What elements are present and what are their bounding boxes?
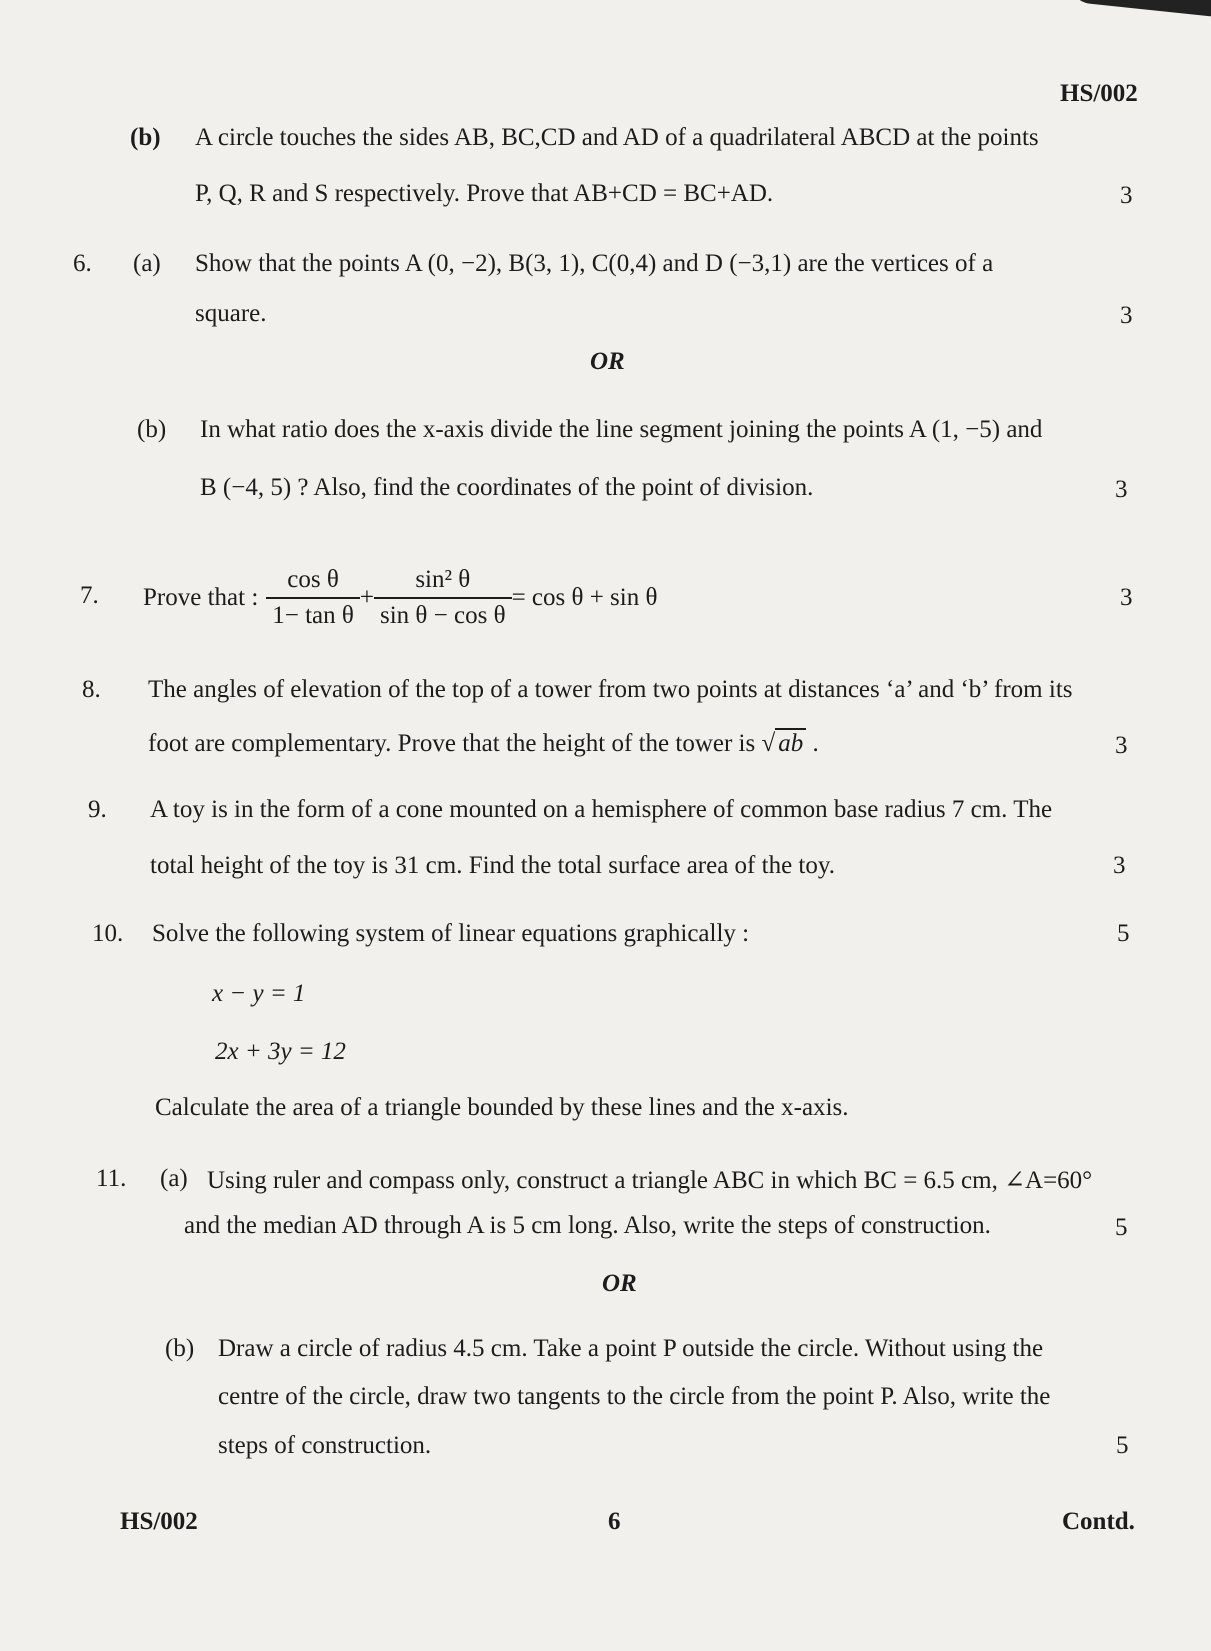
- q8-marks: 3: [1115, 732, 1128, 759]
- q6b-line2: B (−4, 5) ? Also, find the coordinates of the point of division.: [200, 474, 814, 501]
- q7-frac1-denominator: 1− tan θ: [272, 602, 354, 629]
- page-corner-shadow: [1069, 0, 1211, 18]
- q6-or: OR: [590, 348, 625, 375]
- q7-prefix: Prove that :: [143, 584, 259, 611]
- q11b-line2: centre of the circle, draw two tangents to the circle from the point P. Also, write the: [218, 1383, 1051, 1410]
- q7-equation: [143, 563, 657, 633]
- q7-frac2-denominator: sin θ − cos θ: [380, 602, 506, 629]
- q9-marks: 3: [1113, 852, 1126, 879]
- q8-number: 8.: [82, 676, 101, 703]
- q8-sqrt: [761, 730, 806, 758]
- q7-fraction-2: [374, 563, 512, 633]
- q7-number: 7.: [80, 582, 99, 609]
- q8-line2: [148, 730, 819, 758]
- q9-line1: A toy is in the form of a cone mounted on a hemisphere of common base radius 7 cm. The: [150, 796, 1053, 823]
- q11a-marks: 5: [1115, 1214, 1128, 1241]
- q10-equation-2: 2x + 3y = 12: [215, 1038, 346, 1065]
- q11a-label: (a): [160, 1165, 188, 1192]
- q9-line2: total height of the toy is 31 cm. Find the total surface area of the toy.: [150, 852, 835, 879]
- q11b-marks: 5: [1116, 1432, 1129, 1459]
- q9-number: 9.: [88, 796, 107, 823]
- footer-contd: Contd.: [1062, 1508, 1135, 1535]
- q11b-label: (b): [165, 1335, 195, 1362]
- q11a-line2: and the median AD through A is 5 cm long. Also, write the steps of construction.: [184, 1212, 991, 1239]
- header-code: HS/002: [1060, 80, 1138, 107]
- q5b-label: (b): [130, 124, 161, 151]
- q10-number: 10.: [92, 920, 124, 947]
- q6a-marks: 3: [1120, 302, 1133, 329]
- q8-line2-prefix: foot are complementary. Prove that the height of the tower is: [148, 730, 756, 757]
- q6b-line1: In what ratio does the x-axis divide the line segment joining the points A (1, −5) and: [200, 416, 1043, 443]
- q10-line1: Solve the following system of linear equations graphically :: [152, 920, 750, 947]
- q10-equation-1: x − y = 1: [212, 980, 306, 1007]
- q6a-line2: square.: [195, 300, 267, 327]
- footer-code: HS/002: [120, 1508, 198, 1535]
- q11a-line1: Using ruler and compass only, construct a triangle ABC in which BC = 6.5 cm, ∠A=60°: [207, 1167, 1093, 1194]
- q7-fraction-1: [266, 563, 360, 633]
- q7-frac1-numerator: cos θ: [266, 563, 360, 599]
- q7-frac2-numerator: sin² θ: [374, 563, 512, 599]
- q5b-marks: 3: [1120, 182, 1133, 209]
- q11-or: OR: [602, 1270, 637, 1297]
- sqrt-icon: √: [761, 730, 776, 757]
- q7-plus: +: [359, 584, 374, 611]
- q5b-line2: P, Q, R and S respectively. Prove that AB+CD = BC+AD.: [195, 180, 774, 207]
- q8-radicand: ab: [775, 728, 806, 757]
- q6b-marks: 3: [1115, 476, 1128, 503]
- q11-number: 11.: [96, 1165, 127, 1192]
- footer-page-number: 6: [608, 1508, 621, 1535]
- q6a-line1: Show that the points A (0, −2), B(3, 1), C(0,4) and D (−3,1) are the vertices of a: [195, 250, 994, 277]
- q8-line2-suffix: .: [812, 730, 819, 757]
- q6b-label: (b): [137, 416, 167, 443]
- q7-marks: 3: [1120, 584, 1133, 611]
- q11b-line3: steps of construction.: [218, 1432, 432, 1459]
- q10-marks: 5: [1117, 920, 1130, 947]
- q10-line2: Calculate the area of a triangle bounded by these lines and the x-axis.: [155, 1094, 849, 1121]
- q11b-line1: Draw a circle of radius 4.5 cm. Take a point P outside the circle. Without using the: [218, 1335, 1044, 1362]
- q6-number: 6.: [73, 250, 92, 277]
- q5b-line1: A circle touches the sides AB, BC,CD and AD of a quadrilateral ABCD at the points: [195, 124, 1039, 151]
- q8-line1: The angles of elevation of the top of a tower from two points at distances ‘a’ and ‘b’ from its: [148, 676, 1073, 703]
- q6a-label: (a): [133, 250, 161, 277]
- q7-rhs: = cos θ + sin θ: [511, 584, 658, 611]
